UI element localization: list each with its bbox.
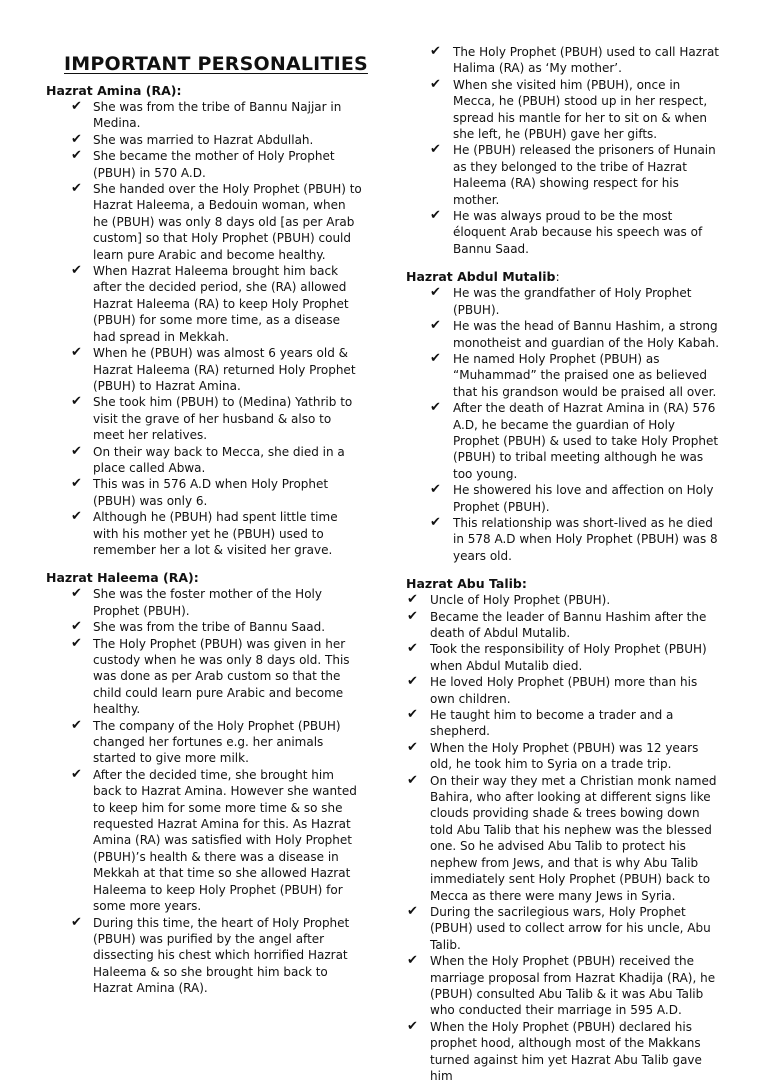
list-item	[46, 263, 364, 345]
check-icon: ✔	[71, 394, 82, 410]
item-text: On their way they met a Christian monk named Bahira, who after looking at different signs like clouds providing shade & trees bowing down told Abu Talib that his nephew was the blessed one. So he advised Abu Talib to protect his nephew from Jews, and that is why Abu Talib immediately sent Holy Prophet (PBUH) back to Mecca as there were many Jews in Syria.	[430, 773, 717, 903]
item-text: She took him (PBUH) to (Medina) Yathrib to visit the grave of her husband & also to meet her relatives.	[93, 395, 353, 443]
list-item	[46, 444, 364, 477]
list-item	[46, 718, 364, 767]
check-icon: ✔	[407, 608, 418, 624]
section-heading-colon: :	[555, 269, 560, 285]
list-item	[406, 142, 722, 208]
item-text: He was the grandfather of Holy Prophet (PBUH).	[453, 286, 692, 317]
check-icon: ✔	[71, 509, 82, 525]
section-abu-talib	[406, 576, 722, 1084]
check-icon: ✔	[430, 318, 441, 334]
item-text: He named Holy Prophet (PBUH) as “Muhammad” the praised one as believed that his grandson would be praised all over.	[453, 351, 717, 399]
list-item	[406, 592, 722, 608]
list-item	[46, 99, 364, 132]
check-icon: ✔	[71, 443, 82, 459]
item-text: She was from the tribe of Bannu Saad.	[93, 620, 326, 635]
item-text: When she visited him (PBUH), once in Mecca, he (PBUH) stood up in her respect, spread his mantle for her to sit on & when she left, he (PBUH) gave her gifts.	[453, 77, 708, 142]
check-icon: ✔	[407, 739, 418, 755]
check-icon: ✔	[407, 903, 418, 919]
page-title: IMPORTANT PERSONALITIES	[64, 53, 368, 75]
list-item	[46, 476, 364, 509]
bullet-list-continuation	[406, 44, 722, 257]
list-item	[406, 953, 722, 1019]
check-icon: ✔	[430, 76, 441, 92]
check-icon: ✔	[71, 914, 82, 930]
list-item	[46, 636, 364, 718]
section-abdul-mutalib	[406, 269, 722, 564]
item-text: After the decided time, she brought him back to Hazrat Amina. However she wanted to keep him for some more time & so she requested Hazrat Amina for this. As Hazrat Amina (RA) was satisfied with Holy Prophet (PBUH)’s health & there was a disease in Mekkah at that time so she allowed Hazrat Haleema to keep Holy Prophet (PBUH) for some more years.	[93, 767, 357, 914]
section-heading	[406, 269, 722, 285]
check-icon: ✔	[71, 619, 82, 635]
check-icon: ✔	[430, 514, 441, 530]
bullet-list	[406, 285, 722, 564]
item-text: She was the foster mother of the Holy Prophet (PBUH).	[93, 587, 322, 618]
check-icon: ✔	[407, 953, 418, 969]
check-icon: ✔	[71, 148, 82, 164]
check-icon: ✔	[407, 1018, 418, 1034]
item-text: She was from the tribe of Bannu Najjar in Medina.	[93, 100, 342, 131]
list-item	[406, 1019, 722, 1084]
item-text: This was in 576 A.D when Holy Prophet (PBUH) was only 6.	[93, 477, 329, 508]
item-text: The company of the Holy Prophet (PBUH) changed her fortunes e.g. her animals started to give more milk.	[93, 718, 341, 766]
check-icon: ✔	[430, 44, 441, 59]
item-text: When Hazrat Haleema brought him back after the decided period, she (RA) allowed Hazrat Haleema (RA) to keep Holy Prophet (PBUH) for some more time, as a disease had spread in Mekkah.	[93, 264, 349, 344]
list-item	[46, 619, 364, 635]
check-icon: ✔	[407, 772, 418, 788]
section-heading: Hazrat Haleema (RA):	[46, 570, 199, 586]
section-haleema	[46, 570, 364, 996]
item-text: He was the head of Bannu Hashim, a strong monotheist and guardian of the Holy Kabah.	[453, 319, 720, 350]
item-text: He was always proud to be the most éloquent Arab because his speech was of Bannu Saad.	[453, 209, 703, 256]
bullet-list	[46, 586, 364, 996]
list-item	[406, 351, 722, 400]
check-icon: ✔	[71, 476, 82, 492]
check-icon: ✔	[407, 707, 418, 723]
list-item	[46, 345, 364, 394]
left-column	[46, 83, 364, 997]
section-amina	[46, 83, 364, 558]
item-text: He loved Holy Prophet (PBUH) more than his own children.	[430, 675, 698, 706]
item-text: She was married to Hazrat Abdullah.	[93, 132, 314, 147]
list-item	[46, 586, 364, 619]
item-text: This relationship was short-lived as he died in 578 A.D when Holy Prophet (PBUH) was 8 years old.	[453, 515, 718, 563]
section-heading: Hazrat Amina (RA):	[46, 83, 182, 98]
list-item	[406, 707, 722, 740]
item-text: Became the leader of Bannu Hashim after the death of Abdul Mutalib.	[430, 609, 707, 640]
check-icon: ✔	[430, 350, 441, 366]
list-item	[46, 148, 364, 181]
check-icon: ✔	[71, 263, 82, 279]
list-item	[406, 285, 722, 318]
check-icon: ✔	[430, 208, 441, 224]
item-text: The Holy Prophet (PBUH) used to call Hazrat Halima (RA) as ‘My mother’.	[453, 45, 719, 76]
item-text: When the Holy Prophet (PBUH) was 12 years old, he took him to Syria on a trade trip.	[430, 740, 699, 772]
item-text: During the sacrilegious wars, Holy Prophet (PBUH) used to collect arrow for his uncle, Abu Talib.	[430, 904, 711, 952]
check-icon: ✔	[430, 285, 441, 301]
item-text: When the Holy Prophet (PBUH) declared his prophet hood, although most of the Makkans turned against him yet Hazrat Abu Talib gave him	[430, 1019, 702, 1083]
item-text: She handed over the Holy Prophet (PBUH) to Hazrat Haleema, a Bedouin woman, when he (PBUH) was only 8 days old [as per Arab custom] so that Holy Prophet (PBUH) could learn pure Arabic and become healthy.	[93, 182, 362, 262]
check-icon: ✔	[430, 142, 441, 158]
list-item	[406, 674, 722, 707]
item-text: When the Holy Prophet (PBUH) received the marriage proposal from Hazrat Khadija (RA), he (PBUH) consulted Abu Talib & it was Abu Talib who conducted their marriage in 595 A.D.	[430, 954, 716, 1018]
list-item	[406, 400, 722, 482]
item-text: On their way back to Mecca, she died in a place called Abwa.	[93, 444, 345, 475]
check-icon: ✔	[407, 641, 418, 657]
check-icon: ✔	[71, 717, 82, 733]
item-text: The Holy Prophet (PBUH) was given in her custody when he was only 8 days old. This was done as per Arab custom so that the child could learn pure Arabic and become healthy.	[93, 636, 350, 717]
section-heading-text: Hazrat Abdul Mutalib	[406, 269, 556, 285]
item-text: After the death of Hazrat Amina in (RA) 576 A.D, he became the guardian of Holy Prophet (PBUH) & used to take Holy Prophet (PBUH) to tribal meeting although he was too young.	[453, 401, 719, 481]
item-text: During this time, the heart of Holy Prophet (PBUH) was purified by the angel after dissecting his chest which horrified Hazrat Haleema & so she brought him back to Hazrat Amina (RA).	[93, 915, 350, 996]
check-icon: ✔	[71, 635, 82, 651]
item-text: She became the mother of Holy Prophet (PBUH) in 570 A.D.	[93, 149, 335, 180]
check-icon: ✔	[71, 99, 82, 114]
check-icon: ✔	[430, 482, 441, 498]
list-item	[46, 767, 364, 915]
right-column	[406, 44, 722, 1084]
check-icon: ✔	[71, 586, 82, 602]
check-icon: ✔	[407, 592, 418, 608]
list-item	[406, 609, 722, 642]
section-heading: Hazrat Abu Talib:	[406, 576, 527, 592]
list-item	[406, 641, 722, 674]
list-item	[406, 44, 722, 77]
list-item	[46, 132, 364, 148]
check-icon: ✔	[407, 674, 418, 690]
list-item	[406, 77, 722, 143]
list-item	[406, 773, 722, 904]
check-icon: ✔	[430, 400, 441, 416]
list-item	[46, 509, 364, 558]
item-text: Although he (PBUH) had spent little time with his mother yet he (PBUH) used to remember her a lot & visited her grave.	[93, 510, 338, 557]
list-item	[46, 181, 364, 263]
list-item	[406, 482, 722, 515]
check-icon: ✔	[71, 766, 82, 782]
list-item	[406, 515, 722, 564]
check-icon: ✔	[71, 181, 82, 197]
list-item	[406, 904, 722, 953]
item-text: When he (PBUH) was almost 6 years old & Hazrat Haleema (RA) returned Holy Prophet (PBUH) to Hazrat Amina.	[93, 346, 356, 393]
list-item	[406, 740, 722, 773]
item-text: He showered his love and affection on Holy Prophet (PBUH).	[453, 483, 714, 514]
list-item	[46, 915, 364, 997]
list-item	[46, 394, 364, 443]
check-icon: ✔	[71, 131, 82, 147]
list-item	[406, 208, 722, 257]
item-text: Uncle of Holy Prophet (PBUH).	[430, 593, 611, 608]
item-text: He taught him to become a trader and a shepherd.	[430, 708, 674, 739]
bullet-list	[406, 592, 722, 1084]
item-text: He (PBUH) released the prisoners of Hunain as they belonged to the tribe of Hazrat Haleema (RA) showing respect for his mother.	[453, 143, 716, 207]
list-item	[406, 318, 722, 351]
item-text: Took the responsibility of Holy Prophet (PBUH) when Abdul Mutalib died.	[430, 642, 707, 673]
bullet-list	[46, 99, 364, 558]
check-icon: ✔	[71, 345, 82, 361]
